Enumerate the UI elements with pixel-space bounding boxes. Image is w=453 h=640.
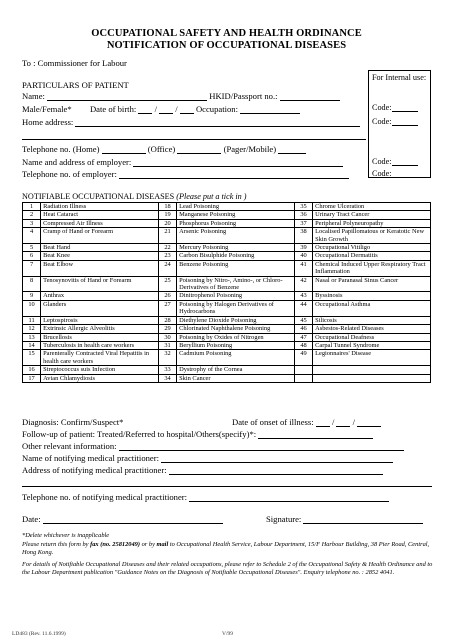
name-label: Name: bbox=[22, 91, 45, 101]
diseases-section-title: NOTIFIABLE OCCUPATIONAL DISEASES bbox=[22, 192, 175, 201]
disease-number: 19 bbox=[158, 211, 176, 219]
disease-number: 15 bbox=[23, 350, 41, 366]
disease-name-checkbox[interactable]: Cramp of Hand or Forearm bbox=[41, 228, 159, 244]
hkid-label: HKID/Passport no.: bbox=[209, 91, 278, 101]
employer-tel-field[interactable] bbox=[119, 170, 349, 179]
practitioner-address-row bbox=[22, 465, 383, 475]
disease-number: 29 bbox=[158, 325, 176, 333]
disease-number: 38 bbox=[294, 228, 312, 244]
date-field[interactable] bbox=[43, 515, 223, 524]
disease-name-checkbox[interactable]: Extrinsic Allergic Alveolitis bbox=[41, 325, 159, 333]
onset-year-field[interactable] bbox=[357, 418, 381, 427]
return-instruction: Please return this form by fax (no. 25812049) or by mail to Occupational Health Service, Labour Department, 15/F Harbour Building, 38 Pier Road, Central, Hong Kong. bbox=[22, 541, 430, 556]
address-row bbox=[22, 117, 360, 127]
disease-number bbox=[294, 366, 312, 374]
disease-number: 16 bbox=[23, 366, 41, 374]
disease-name-checkbox[interactable]: Chemical Induced Upper Respiratory Tract Inflammation bbox=[313, 260, 431, 276]
disease-row bbox=[23, 203, 431, 211]
disease-number: 47 bbox=[294, 333, 312, 341]
form-code: LD483 (Rev. 11.6.1999) bbox=[12, 631, 66, 637]
disease-row bbox=[23, 341, 431, 349]
date-label: Date: bbox=[22, 514, 41, 524]
disease-number: 34 bbox=[158, 374, 176, 382]
followup-label: Follow-up of patient: Treated/Referred to hospital/Others(specify)*: bbox=[22, 429, 257, 439]
sex-dob-row: Male/Female* Date of birth: / / Occupation: bbox=[22, 104, 300, 114]
disease-name-checkbox[interactable]: Chrome Ulceration bbox=[313, 203, 431, 211]
disease-number: 14 bbox=[23, 341, 41, 349]
disease-number: 30 bbox=[158, 333, 176, 341]
tel-home-field[interactable] bbox=[102, 145, 146, 154]
disease-name-checkbox[interactable]: Skin Cancer bbox=[177, 374, 295, 382]
signature-field[interactable] bbox=[303, 515, 423, 524]
tel-pager-field[interactable] bbox=[278, 145, 306, 154]
code-field-2[interactable]: Code: bbox=[372, 117, 418, 126]
disease-name-checkbox[interactable]: Peripheral Polyneuropathy bbox=[313, 219, 431, 227]
onset-row: Date of onset of illness: / / bbox=[232, 417, 381, 427]
disease-name-checkbox bbox=[313, 374, 431, 382]
disease-number: 35 bbox=[294, 203, 312, 211]
address-field[interactable] bbox=[75, 118, 360, 127]
tel-home-label: Telephone no. (Home) bbox=[22, 144, 100, 154]
practitioner-tel-field[interactable] bbox=[189, 493, 389, 502]
disease-name-checkbox[interactable]: Poisoning by Nitro-, Amino-, or Chloro- Derivatives of Benzene bbox=[177, 276, 295, 292]
name-row bbox=[22, 91, 340, 101]
employer-name-label: Name and address of employer: bbox=[22, 157, 132, 167]
disease-row bbox=[23, 252, 431, 260]
disease-number: 21 bbox=[158, 228, 176, 244]
dob-month-field[interactable] bbox=[159, 105, 173, 114]
disease-row bbox=[23, 316, 431, 324]
diagnosis-label: Diagnosis: Confirm/Suspect* bbox=[22, 417, 124, 427]
code-field-1[interactable]: Code: bbox=[372, 103, 418, 112]
disease-number: 18 bbox=[158, 203, 176, 211]
disease-row bbox=[23, 366, 431, 374]
disease-row bbox=[23, 260, 431, 276]
practitioner-tel-label: Telephone no. of notifying medical practitioner: bbox=[22, 492, 188, 502]
disease-row bbox=[23, 300, 431, 316]
disease-number: 2 bbox=[23, 211, 41, 219]
address-label: Home address: bbox=[22, 117, 74, 127]
signature-row bbox=[266, 514, 423, 524]
practitioner-tel-row bbox=[22, 492, 389, 502]
disease-row bbox=[23, 211, 431, 219]
disease-number: 6 bbox=[23, 252, 41, 260]
disease-number: 8 bbox=[23, 276, 41, 292]
tel-office-field[interactable] bbox=[177, 145, 221, 154]
disease-number: 24 bbox=[158, 260, 176, 276]
disease-name-checkbox[interactable]: Localised Papillomatous or Keratotic New Skin Growth bbox=[313, 228, 431, 244]
disease-number: 27 bbox=[158, 300, 176, 316]
disease-number: 44 bbox=[294, 300, 312, 316]
disease-name-checkbox[interactable]: Streptococcus suis Infection bbox=[41, 366, 159, 374]
disease-name-checkbox[interactable]: Compressed Air Illness bbox=[41, 219, 159, 227]
disease-number: 49 bbox=[294, 350, 312, 366]
form-code-right: V/99 bbox=[222, 631, 233, 637]
disease-number: 12 bbox=[23, 325, 41, 333]
disease-row bbox=[23, 219, 431, 227]
disease-name-checkbox[interactable]: Carpal Tunnel Syndrome bbox=[313, 341, 431, 349]
code-field-3[interactable]: Code: bbox=[372, 157, 418, 166]
name-field[interactable] bbox=[47, 92, 207, 101]
disease-number bbox=[294, 374, 312, 382]
disease-row bbox=[23, 228, 431, 244]
disease-name-checkbox[interactable]: Tenosynovitis of Hand or Forearm bbox=[41, 276, 159, 292]
disease-row bbox=[23, 292, 431, 300]
employer-tel-row bbox=[22, 169, 349, 179]
disease-number: 31 bbox=[158, 341, 176, 349]
disease-number: 45 bbox=[294, 316, 312, 324]
employer-tel-label: Telephone no. of employer: bbox=[22, 169, 117, 179]
hkid-field[interactable] bbox=[280, 92, 340, 101]
disease-number: 46 bbox=[294, 325, 312, 333]
disease-name-checkbox[interactable]: Beat Hand bbox=[41, 244, 159, 252]
disease-name-checkbox[interactable]: Poisoning by Halogen Derivatives of Hydrocarbons bbox=[177, 300, 295, 316]
disease-name-checkbox[interactable]: Manganese Poisoning bbox=[177, 211, 295, 219]
disease-number: 33 bbox=[158, 366, 176, 374]
disease-row bbox=[23, 333, 431, 341]
disease-number: 20 bbox=[158, 219, 176, 227]
disease-name-checkbox[interactable]: Nasal or Paranasal Sinus Cancer bbox=[313, 276, 431, 292]
followup-field[interactable] bbox=[258, 430, 373, 439]
tel-pager-label: (Pager/Mobile) bbox=[223, 144, 277, 154]
disease-number: 10 bbox=[23, 300, 41, 316]
practitioner-name-field[interactable] bbox=[161, 454, 393, 463]
sex-label: Male/Female* bbox=[22, 104, 72, 114]
code-field-4[interactable]: Code: bbox=[372, 169, 418, 178]
followup-row bbox=[22, 429, 373, 439]
dob-year-field[interactable] bbox=[180, 105, 194, 114]
practitioner-address-field[interactable] bbox=[169, 466, 383, 475]
disease-name-checkbox[interactable]: Dystrophy of the Cornea bbox=[177, 366, 295, 374]
disease-number: 40 bbox=[294, 252, 312, 260]
fax-number: fax (no. 25812049) bbox=[90, 541, 140, 548]
disease-number: 9 bbox=[23, 292, 41, 300]
disease-number: 23 bbox=[158, 252, 176, 260]
disease-name-checkbox[interactable]: Urinary Tract Cancer bbox=[313, 211, 431, 219]
disease-name-checkbox[interactable]: Cadmium Poisoning bbox=[177, 350, 295, 366]
disease-row bbox=[23, 350, 431, 366]
disease-number: 28 bbox=[158, 316, 176, 324]
disease-name-checkbox[interactable]: Heat Cataract bbox=[41, 211, 159, 219]
disease-number: 25 bbox=[158, 276, 176, 292]
diseases-table bbox=[22, 202, 431, 383]
disease-number: 42 bbox=[294, 276, 312, 292]
disease-number: 41 bbox=[294, 260, 312, 276]
disease-name-checkbox[interactable]: Mercury Poisoning bbox=[177, 244, 295, 252]
dob-day-field[interactable] bbox=[138, 105, 152, 114]
addressee: To : Commissioner for Labour bbox=[22, 58, 127, 68]
details-note: For details of Notifiable Occupational Diseases and their related occupations, please refer to Schedule 2 of the Occupational Safety & Health Ordinance and to the Labour Department publication "Guidance Notes on the Diagnosis of Notifiable Occupational Diseases". Enquiry telephone no. : 2852 4041. bbox=[22, 561, 433, 576]
onset-month-field[interactable] bbox=[336, 418, 350, 427]
form-title-line1: OCCUPATIONAL SAFETY AND HEALTH ORDINANCE bbox=[91, 28, 362, 39]
signature-label: Signature: bbox=[266, 514, 302, 524]
disease-number: 48 bbox=[294, 341, 312, 349]
disease-number: 7 bbox=[23, 260, 41, 276]
disease-name-checkbox[interactable]: Diethylene Dioxide Poisoning bbox=[177, 316, 295, 324]
diseases-title-row bbox=[22, 192, 247, 201]
disease-number: 5 bbox=[23, 244, 41, 252]
disease-name-checkbox[interactable]: Occupational Vitiligo bbox=[313, 244, 431, 252]
disease-number: 26 bbox=[158, 292, 176, 300]
disease-name-checkbox[interactable]: Phosphorus Poisoning bbox=[177, 219, 295, 227]
disease-number: 32 bbox=[158, 350, 176, 366]
patient-section-title: PARTICULARS OF PATIENT bbox=[22, 80, 129, 90]
disease-number: 36 bbox=[294, 211, 312, 219]
internal-use-box bbox=[368, 70, 431, 178]
disease-name-checkbox[interactable]: Anthrax bbox=[41, 292, 159, 300]
disease-number: 37 bbox=[294, 219, 312, 227]
disease-name-checkbox[interactable]: Radiation Illness bbox=[41, 203, 159, 211]
form-title-line2: NOTIFICATION OF OCCUPATIONAL DISEASES bbox=[106, 40, 347, 51]
employer-name-field[interactable] bbox=[133, 158, 343, 167]
disease-row bbox=[23, 325, 431, 333]
occupation-label: Occupation: bbox=[195, 104, 238, 114]
disease-number: 1 bbox=[23, 203, 41, 211]
disease-name-checkbox[interactable]: Occupational Dermatitis bbox=[313, 252, 431, 260]
disease-row bbox=[23, 244, 431, 252]
disease-name-checkbox[interactable]: Poisoning by Oxides of Nitrogen bbox=[177, 333, 295, 341]
other-info-row bbox=[22, 441, 404, 451]
disease-name-checkbox[interactable]: Parenterally Contracted Viral Hepatitis in health care workers bbox=[41, 350, 159, 366]
disease-name-checkbox[interactable]: Brucellosis bbox=[41, 333, 159, 341]
internal-use-title: For Internal use: bbox=[372, 73, 427, 82]
dob-label: Date of birth: bbox=[89, 104, 137, 114]
disease-name-checkbox[interactable]: Tuberculosis in health care workers bbox=[41, 341, 159, 349]
disease-name-checkbox[interactable]: Avian Chlamydiosis bbox=[41, 374, 159, 382]
onset-day-field[interactable] bbox=[316, 418, 330, 427]
practitioner-name-label: Name of notifying medical practitioner: bbox=[22, 453, 159, 463]
disease-number: 43 bbox=[294, 292, 312, 300]
diseases-instruction: (Please put a tick in ) bbox=[176, 192, 247, 201]
employer-name-row bbox=[22, 157, 343, 167]
onset-label: Date of onset of illness: bbox=[232, 417, 314, 427]
disease-name-checkbox[interactable]: Chlorinated Naphthalene Poisoning bbox=[177, 325, 295, 333]
mail-text: mail bbox=[156, 541, 169, 548]
disease-name-checkbox[interactable]: Beat Elbow bbox=[41, 260, 159, 276]
disease-number: 3 bbox=[23, 219, 41, 227]
disease-name-checkbox[interactable]: Legionnaires' Disease bbox=[313, 350, 431, 366]
date-row bbox=[22, 514, 223, 524]
other-info-label: Other relevant information: bbox=[22, 441, 117, 451]
disease-name-checkbox[interactable]: Beryllium Poisoning bbox=[177, 341, 295, 349]
disease-name-checkbox[interactable]: Glanders bbox=[41, 300, 159, 316]
disease-name-checkbox[interactable]: Asbestos-Related Diseases bbox=[313, 325, 431, 333]
disease-name-checkbox[interactable]: Occupational Asthma bbox=[313, 300, 431, 316]
disease-name-checkbox[interactable]: Lead Poisoning bbox=[177, 203, 295, 211]
disease-name-checkbox[interactable]: Dinitrophenol Poisoning bbox=[177, 292, 295, 300]
other-info-field[interactable] bbox=[119, 442, 404, 451]
delete-note: *Delete whichever is inapplicable bbox=[22, 532, 110, 539]
diagnosis-row bbox=[22, 417, 123, 427]
practitioner-address-label: Address of notifying medical practitioner: bbox=[22, 465, 167, 475]
disease-number: 39 bbox=[294, 244, 312, 252]
disease-number: 11 bbox=[23, 316, 41, 324]
disease-name-checkbox bbox=[313, 366, 431, 374]
address-line-2[interactable] bbox=[22, 139, 366, 140]
disease-name-checkbox[interactable]: Carbon Bisulphide Poisoning bbox=[177, 252, 295, 260]
disease-name-checkbox[interactable]: Silicosis bbox=[313, 316, 431, 324]
practitioner-name-row bbox=[22, 453, 393, 463]
disease-name-checkbox[interactable]: Beat Knee bbox=[41, 252, 159, 260]
disease-number: 4 bbox=[23, 228, 41, 244]
disease-row bbox=[23, 374, 431, 382]
disease-row bbox=[23, 276, 431, 292]
disease-name-checkbox[interactable]: Byssinosis bbox=[313, 292, 431, 300]
tel-office-label: (Office) bbox=[147, 144, 176, 154]
disease-number: 22 bbox=[158, 244, 176, 252]
disease-name-checkbox[interactable]: Leptospirosis bbox=[41, 316, 159, 324]
occupation-field[interactable] bbox=[240, 105, 300, 114]
disease-name-checkbox[interactable]: Benzene Poisoning bbox=[177, 260, 295, 276]
disease-name-checkbox[interactable]: Occupational Deafness bbox=[313, 333, 431, 341]
disease-number: 13 bbox=[23, 333, 41, 341]
telephone-row bbox=[22, 144, 306, 154]
disease-name-checkbox[interactable]: Arsenic Poisoning bbox=[177, 228, 295, 244]
disease-number: 17 bbox=[23, 374, 41, 382]
practitioner-address-line-2[interactable] bbox=[22, 486, 432, 487]
